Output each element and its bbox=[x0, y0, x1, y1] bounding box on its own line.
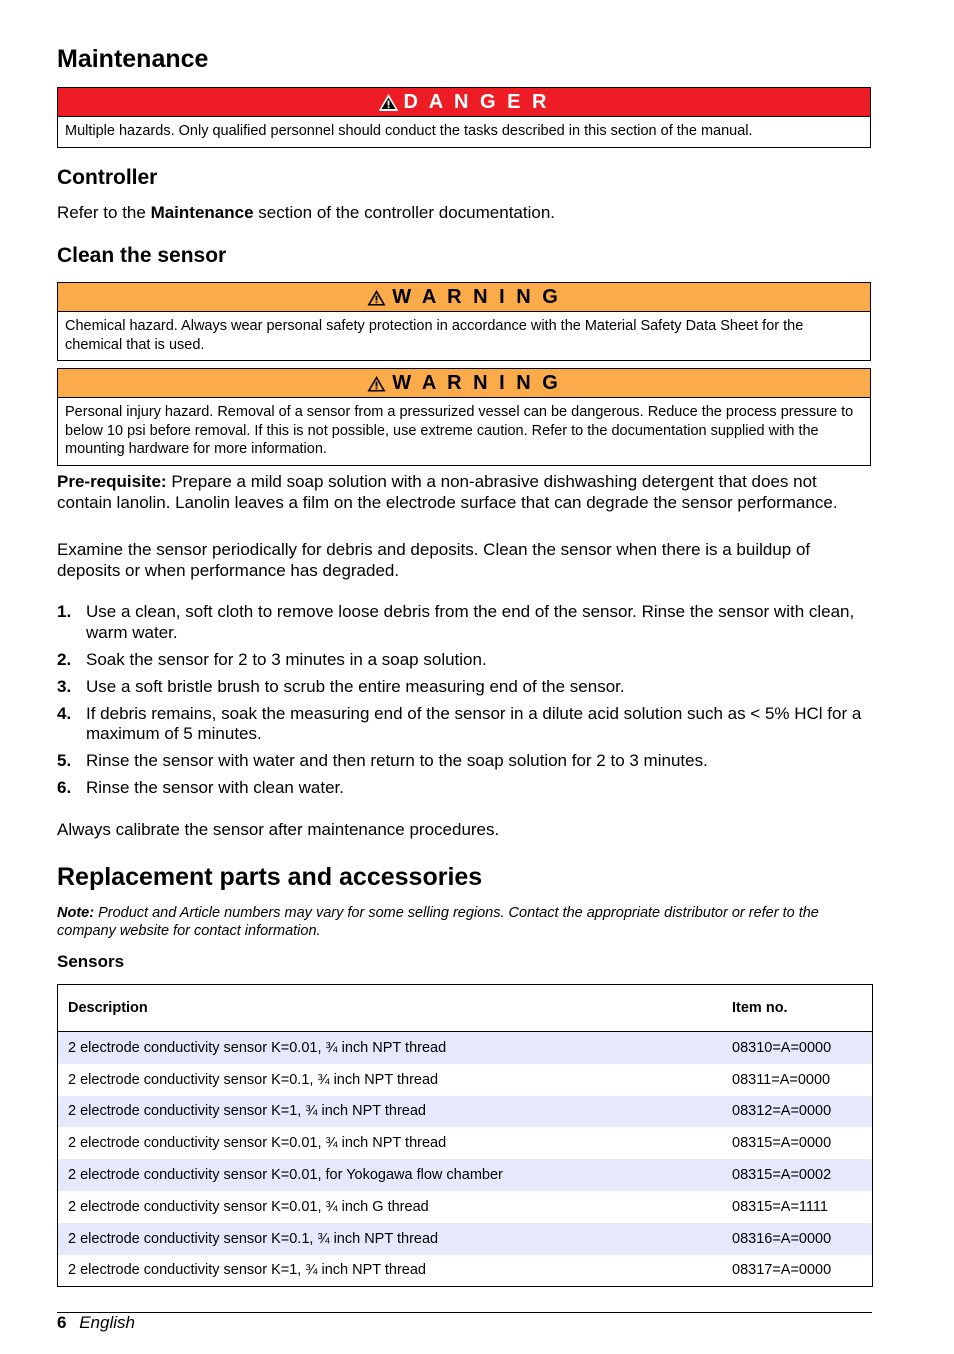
warning-label: W A R N I N G bbox=[392, 285, 561, 308]
danger-label: D A N G E R bbox=[403, 90, 550, 113]
parts-heading: Replacement parts and accessories bbox=[57, 863, 483, 891]
danger-box bbox=[57, 87, 871, 148]
cell-item-no: 08315=A=0000 bbox=[732, 1135, 832, 1152]
clean-heading: Clean the sensor bbox=[57, 244, 227, 267]
cell-description: 2 electrode conductivity sensor K=0.1, ¾ inch NPT thread bbox=[58, 1223, 715, 1255]
cell-item-no: 08317=A=0000 bbox=[732, 1262, 832, 1279]
page-footer bbox=[57, 1313, 135, 1333]
step-text: Use a clean, soft cloth to remove loose debris from the end of the sensor. Rinse the sensor with clean, warm water. bbox=[86, 602, 855, 642]
list-item bbox=[57, 751, 872, 772]
controller-text bbox=[57, 203, 872, 224]
cell-description: 2 electrode conductivity sensor K=0.01, ¾ inch G thread bbox=[68, 1198, 429, 1215]
sensors-table-title: Sensors bbox=[57, 952, 125, 971]
step-text: If debris remains, soak the measuring end of the sensor in a dilute acid solution such as < 5% HCl for a maximum of 5 minutes. bbox=[86, 703, 862, 743]
controller-text-after: section of the controller documentation. bbox=[253, 203, 555, 222]
list-item bbox=[57, 778, 872, 799]
step-number: 6. bbox=[57, 778, 72, 797]
cell-item-no: 08315=A=0002 bbox=[714, 1159, 873, 1191]
controller-heading: Controller bbox=[57, 166, 158, 189]
note-label: Note: bbox=[57, 905, 95, 921]
cell-item-no: 08310=A=0000 bbox=[714, 1032, 873, 1064]
step-text: Use a soft bristle brush to scrub the entire measuring end of the sensor. bbox=[86, 676, 625, 696]
prerequisite-label: Pre-requisite: bbox=[57, 472, 167, 491]
danger-text: Multiple hazards. Only qualified personnel should conduct the tasks described in this section of the manual. bbox=[65, 123, 753, 139]
list-item bbox=[57, 650, 872, 671]
step-text: Soak the sensor for 2 to 3 minutes in a soap solution. bbox=[86, 649, 487, 669]
step-number: 2. bbox=[57, 649, 72, 669]
warning-box-injury bbox=[57, 368, 871, 466]
prerequisite-paragraph bbox=[57, 472, 872, 513]
warning-text-injury: Personal injury hazard. Removal of a sensor from a pressurized vessel can be dangerous. Reduce the process pressure to below 10 psi before removal. If this is not possible, use extreme caution. Refer to the documentation supplied with the mounting hardware for more information. bbox=[65, 404, 854, 457]
step-number: 3. bbox=[57, 676, 72, 696]
page-number: 6 bbox=[57, 1313, 67, 1332]
prerequisite-text: Prepare a mild soap solution with a non-abrasive dishwashing detergent that does not contain lanolin. Lanolin leaves a film on the electrode surface that can degrade the sensor performance. bbox=[57, 472, 838, 512]
section-title: Maintenance bbox=[57, 45, 209, 73]
calibrate-paragraph: Always calibrate the sensor after maintenance procedures. bbox=[57, 820, 500, 839]
danger-header bbox=[58, 88, 870, 117]
step-number: 5. bbox=[57, 751, 72, 770]
table-row bbox=[58, 1255, 873, 1287]
controller-text-before: Refer to the bbox=[57, 203, 151, 222]
cell-description: 2 electrode conductivity sensor K=1, ¾ inch NPT thread bbox=[68, 1262, 426, 1279]
hazard-warning-icon bbox=[379, 94, 398, 111]
column-header-description: Description bbox=[58, 985, 715, 1032]
step-number: 1. bbox=[57, 602, 72, 621]
warning-box-chemical bbox=[57, 282, 871, 361]
table-row bbox=[58, 1191, 873, 1223]
table-row bbox=[58, 1127, 873, 1159]
step-text: Rinse the sensor with water and then return to the soap solution for 2 to 3 minutes. bbox=[86, 751, 708, 770]
footer-language: English bbox=[79, 1313, 135, 1332]
list-item bbox=[57, 677, 872, 698]
step-text: Rinse the sensor with clean water. bbox=[86, 778, 344, 797]
warning-label: W A R N I N G bbox=[392, 371, 561, 394]
warning-text-chemical: Chemical hazard. Always wear personal safety protection in accordance with the Material Safety Data Sheet for the chemical that is used. bbox=[65, 318, 804, 353]
cell-description: 2 electrode conductivity sensor K=0.01, ¾ inch NPT thread bbox=[58, 1032, 715, 1064]
table-row bbox=[58, 1096, 873, 1128]
table-row bbox=[58, 1064, 873, 1096]
table-row bbox=[58, 1159, 873, 1191]
table-row bbox=[58, 1223, 873, 1255]
parts-note bbox=[57, 904, 872, 940]
controller-text-bold: Maintenance bbox=[150, 203, 254, 222]
note-text: Product and Article numbers may vary for some selling regions. Contact the appropriate distributor or refer to the company website for contact information. bbox=[57, 905, 819, 939]
table-row bbox=[58, 1032, 873, 1064]
cell-description: 2 electrode conductivity sensor K=0.01, for Yokogawa flow chamber bbox=[58, 1159, 715, 1191]
examine-paragraph: Examine the sensor periodically for debris and deposits. Clean the sensor when there is a buildup of deposits or when performance has degraded. bbox=[57, 540, 811, 580]
cell-description: 2 electrode conductivity sensor K=1, ¾ inch NPT thread bbox=[58, 1096, 715, 1128]
list-item bbox=[57, 602, 872, 643]
footer-divider bbox=[57, 1312, 872, 1313]
table-header-row bbox=[58, 985, 873, 1032]
sensors-table bbox=[57, 984, 873, 1287]
cell-item-no: 08316=A=0000 bbox=[714, 1223, 873, 1255]
cell-item-no: 08311=A=0000 bbox=[732, 1071, 831, 1088]
step-number: 4. bbox=[57, 703, 72, 723]
cell-description: 2 electrode conductivity sensor K=0.01, ¾ inch NPT thread bbox=[68, 1135, 447, 1152]
column-header-item-no: Item no. bbox=[714, 985, 873, 1032]
warning-header bbox=[58, 283, 870, 312]
cell-item-no: 08312=A=0000 bbox=[714, 1096, 873, 1128]
list-item bbox=[57, 704, 872, 745]
cell-item-no: 08315=A=1111 bbox=[732, 1198, 828, 1215]
warning-header bbox=[58, 369, 870, 398]
cell-description: 2 electrode conductivity sensor K=0.1, ¾ inch NPT thread bbox=[68, 1071, 439, 1088]
hazard-warning-icon bbox=[367, 289, 386, 306]
cleaning-steps-list bbox=[57, 602, 872, 805]
hazard-warning-icon bbox=[367, 375, 386, 392]
